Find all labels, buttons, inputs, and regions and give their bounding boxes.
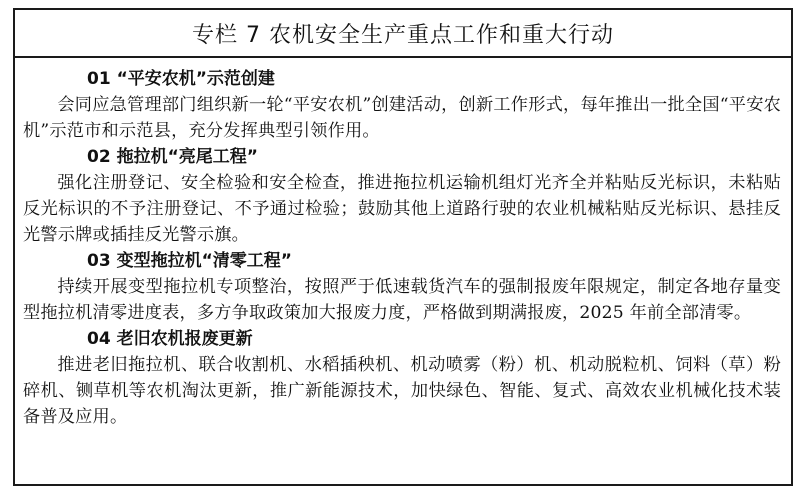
section-2: [23, 144, 781, 248]
section-heading: 03 变型拖拉机“清零工程”: [87, 251, 292, 271]
feature-box: [13, 8, 793, 486]
section-heading: 04 老旧农机报废更新: [87, 329, 253, 349]
box-title: 专栏 7 农机安全生产重点工作和重大行动: [15, 10, 791, 58]
section-3: [23, 248, 781, 326]
section-heading: 02 拖拉机“亮尾工程”: [87, 147, 258, 167]
section-paragraph: 持续开展变型拖拉机专项整治，按照严于低速载货汽车的强制报废年限规定，制定各地存量变型拖拉机清零进度表，多方争取政策加大报废力度，严格做到期满报废，2025 年前全部清零。: [23, 277, 781, 323]
section-paragraph: 会同应急管理部门组织新一轮“平安农机”创建活动，创新工作形式，每年推出一批全国“平安农机”示范市和示范县，充分发挥典型引领作用。: [23, 95, 781, 141]
box-content: [15, 58, 791, 430]
section-heading: 01 “平安农机”示范创建: [87, 69, 275, 89]
section-1: [23, 66, 781, 144]
section-4: [23, 326, 781, 430]
section-paragraph: 强化注册登记、安全检验和安全检查，推进拖拉机运输机组灯光齐全并粘贴反光标识，未粘贴反光标识的不予注册登记、不予通过检验；鼓励其他上道路行驶的农业机械粘贴反光标识、悬挂反光警示牌或插挂反光警示旗。: [23, 173, 781, 245]
section-paragraph: 推进老旧拖拉机、联合收割机、水稻插秧机、机动喷雾（粉）机、机动脱粒机、饲料（草）粉碎机、铡草机等农机淘汰更新，推广新能源技术，加快绿色、智能、复式、高效农业机械化技术装备普及应用。: [23, 355, 781, 427]
